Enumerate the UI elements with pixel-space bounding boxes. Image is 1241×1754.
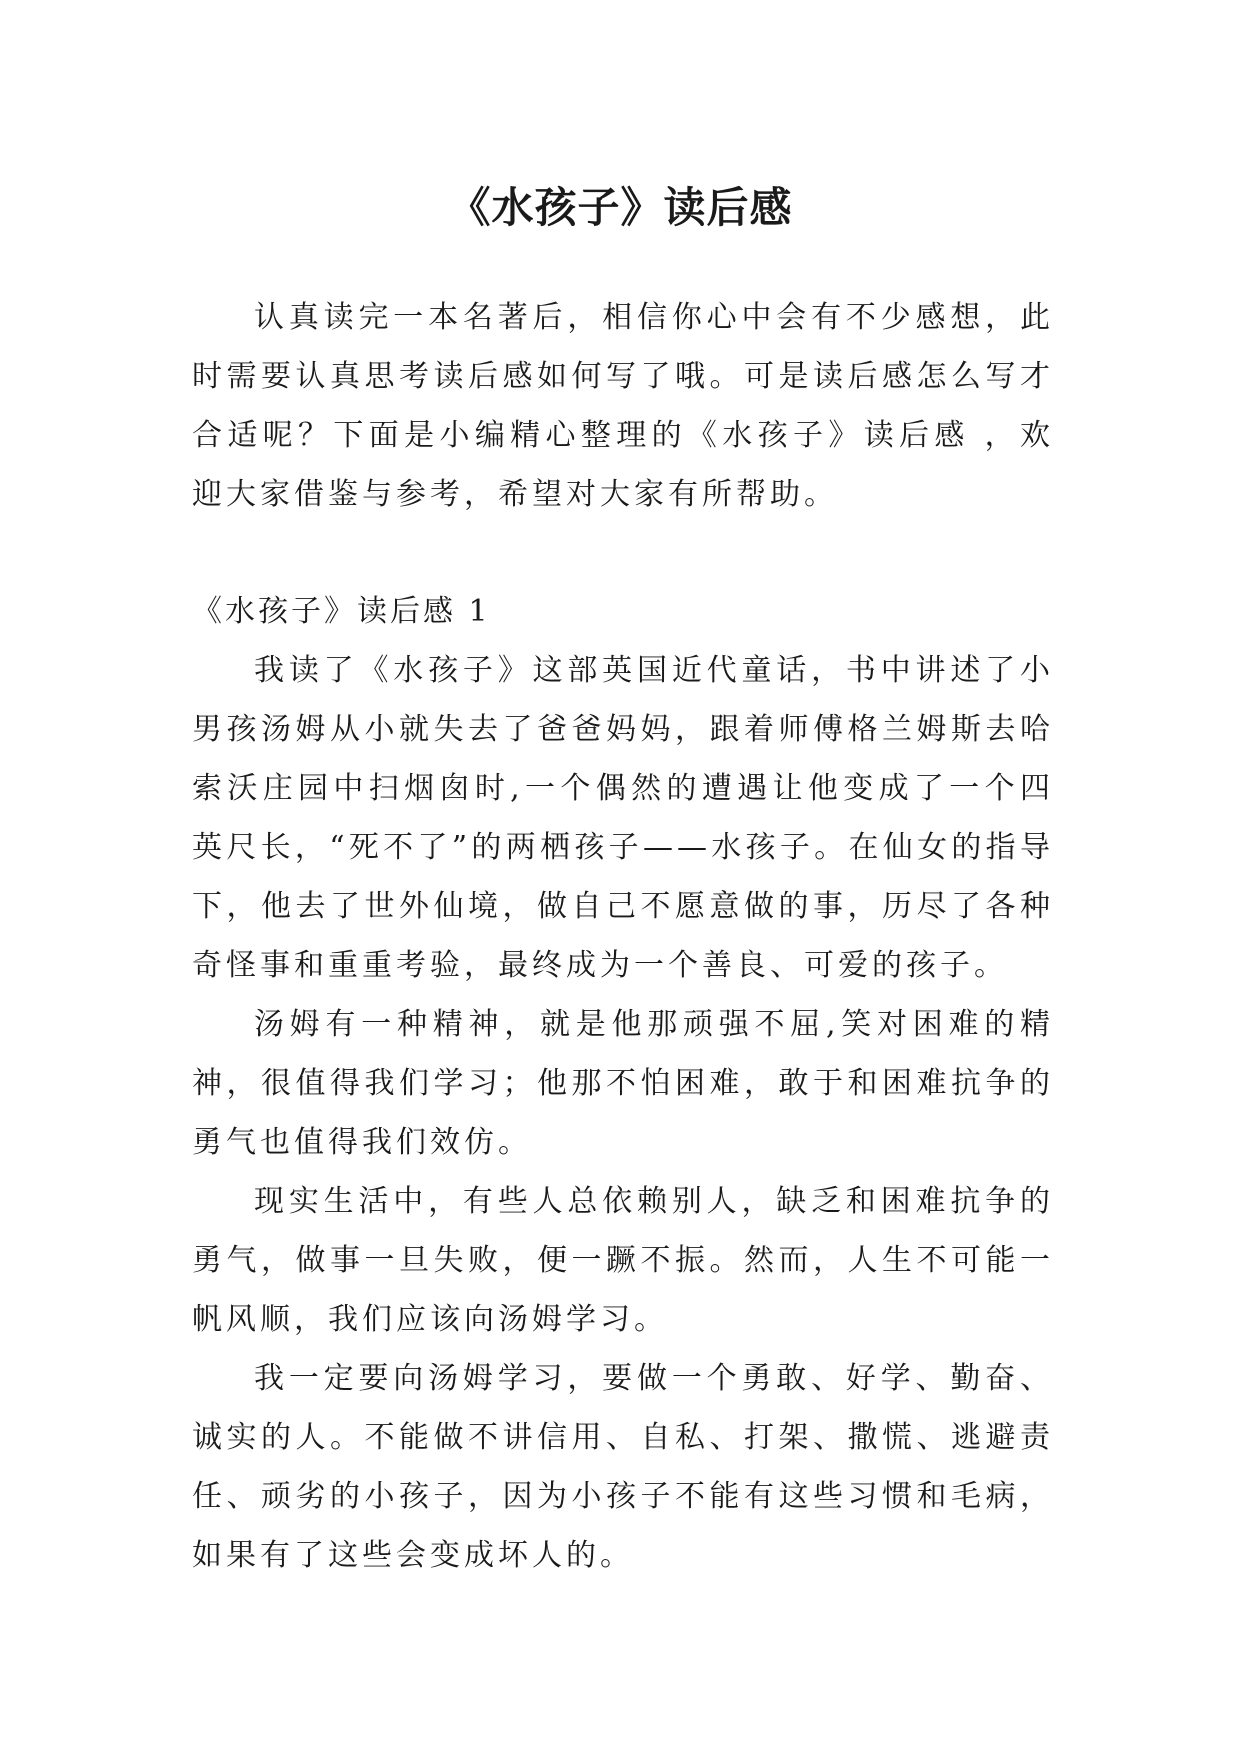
body-paragraph-4: 我一定要向汤姆学习，要做一个勇敢、好学、勤奋、诚实的人。不能做不讲信用、自私、打架、撒慌、逃避责任、顽劣的小孩子，因为小孩子不能有这些习惯和毛病，如果有了这些会变成坏人的。 xyxy=(192,1361,1054,1573)
body-paragraph-1: 我读了《水孩子》这部英国近代童话，书中讲述了小男孩汤姆从小就失去了爸爸妈妈，跟着师傅格兰姆斯去哈索沃庄园中扫烟囱时,一个偶然的遭遇让他变成了一个四英尺长，“死不了”的两栖孩子——水孩子。在仙女的指导下，他去了世外仙境，做自己不愿意做的事，历尽了各种奇怪事和重重考验，最终成为一个善良、可爱的孩子。 xyxy=(192,653,1054,983)
page-title: 《水孩子》读后感 xyxy=(448,183,793,233)
document-body xyxy=(192,288,1054,1585)
body-paragraph-3: 现实生活中，有些人总依赖别人，缺乏和困难抗争的勇气，做事一旦失败，便一蹶不振。然而，人生不可能一帆风顺，我们应该向汤姆学习。 xyxy=(192,1184,1054,1337)
intro-paragraph: 认真读完一本名著后，相信你心中会有不少感想，此时需要认真思考读后感如何写了哦。可是读后感怎么写才合适呢？下面是小编精心整理的《水孩子》读后感 ，欢迎大家借鉴与参考，希望对大家有所帮助。 xyxy=(192,300,1054,512)
section-heading: 《水孩子》读后感 1 xyxy=(192,594,491,629)
body-paragraph-2: 汤姆有一种精神，就是他那顽强不屈,笑对困难的精神，很值得我们学习；他那不怕困难，敢于和困难抗争的勇气也值得我们效仿。 xyxy=(192,1007,1054,1160)
